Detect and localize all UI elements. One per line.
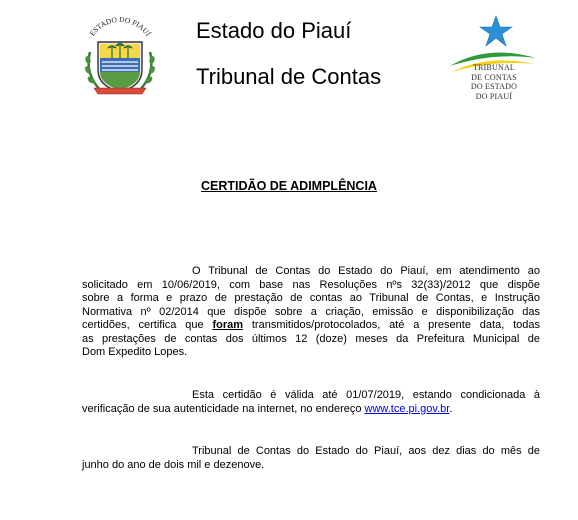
header-title: Estado do Piauí — [196, 18, 352, 43]
paragraph-line: O Tribunal de Contas do Estado do Piauí, em atendimento ao — [192, 265, 540, 277]
paragraph-line: solicitado em 10/06/2019, com base nas Resoluções nºs 32(33)/2012 que dispõe — [82, 278, 540, 291]
paragraph-date — [82, 445, 540, 472]
paragraph-line: as prestações de contas dos últimos 12 (doze) meses da Prefeitura Municipal de — [82, 332, 540, 345]
paragraph-line: Esta certidão é válida até 01/07/2019, estando condicionada à — [192, 389, 540, 401]
svg-text:ESTADO DO PIAUÍ: ESTADO DO PIAUÍ — [87, 14, 153, 38]
state-seal-logo — [80, 14, 160, 96]
tce-website-link[interactable]: www.tce.pi.gov.br — [364, 402, 450, 415]
document-title: CERTIDÃO DE ADIMPLÊNCIA — [201, 179, 377, 193]
paragraph-certification — [82, 265, 540, 360]
paragraph-line: Normativa nº 02/2014 que dispõe sobre a criação, emissão e disponibilização das — [82, 305, 540, 318]
paragraph-line: Dom Expedito Lopes. — [82, 346, 188, 358]
paragraph-validity — [82, 389, 540, 416]
paragraph-line: Tribunal de Contas do Estado do Piauí, aos dez dias do mês de — [192, 445, 540, 457]
paragraph-line: junho do ano de dois mil e dezenove. — [82, 458, 265, 471]
header-subtitle: Tribunal de Contas — [196, 64, 382, 89]
paragraph-line: certidões, certifica que foram transmitidos/protocolados, até a presente data, todas — [82, 319, 540, 331]
paragraph-line: verificação de sua autenticidade na internet, no endereço www.tce.pi.gov.br. — [82, 402, 453, 415]
tce-logo-text: TRIBUNAL DE CONTAS DO ESTADO DO PIAUÍ — [470, 63, 518, 101]
bold-foram: foram — [212, 319, 244, 331]
paragraph-line: sobre a forma e prazo de prestação de contas ao Tribunal de Contas, e Instrução — [82, 292, 540, 304]
